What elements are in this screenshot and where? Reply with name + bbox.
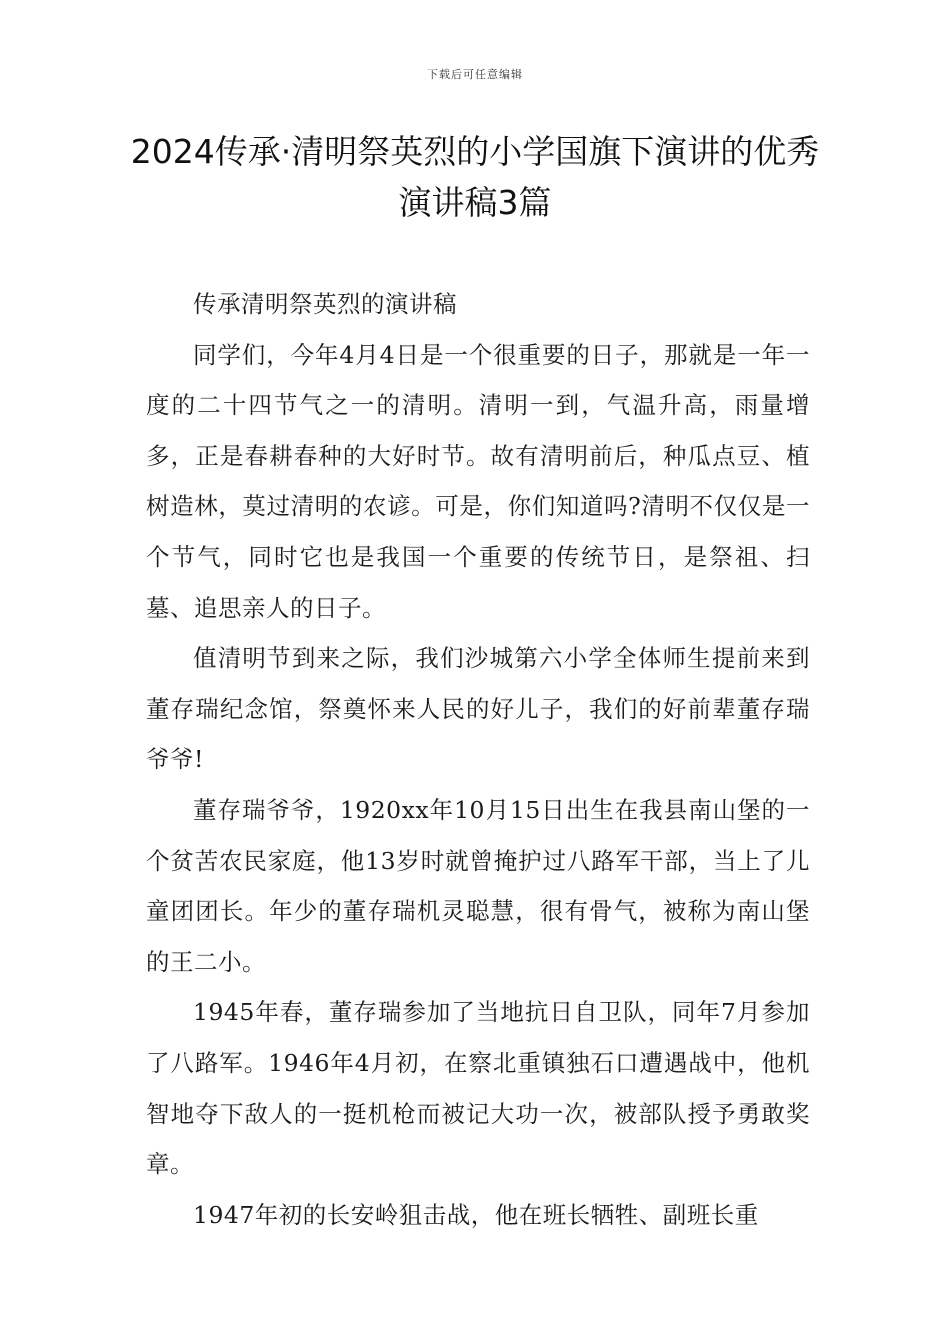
- paragraph-subtitle: 传承清明祭英烈的演讲稿: [193, 290, 457, 318]
- paragraph: 1945年春，董存瑞参加了当地抗日自卫队，同年7月参加了八路军。1946年4月初，在察北重镇独石口遭遇战中，他机智地夺下敌人的一挺机枪而被记大功一次，被部队授予勇敢奖章。: [146, 998, 810, 1179]
- paragraph: 值清明节到来之际，我们沙城第六小学全体师生提前来到董存瑞纪念馆，祭奠怀来人民的好儿子，我们的好前辈董存瑞爷爷!: [146, 644, 810, 774]
- document-title: 2024传承·清明祭英烈的小学国旗下演讲的优秀演讲稿3篇: [130, 132, 820, 222]
- header-note: 下载后可任意编辑: [427, 68, 523, 81]
- document-body: [146, 279, 810, 1240]
- paragraph: 1947年初的长安岭狙击战，他在班长牺牲、副班长重: [193, 1200, 759, 1229]
- paragraph: 同学们，今年4月4日是一个很重要的日子，那就是一年一度的二十四节气之一的清明。清明一到，气温升高，雨量增多，正是春耕春种的大好时节。故有清明前后，种瓜点豆、植树造林，莫过清明的农谚。可是，你们知道吗?清明不仅仅是一个节气，同时它也是我国一个重要的传统节日，是祭祖、扫墓、追思亲人的日子。: [146, 340, 810, 622]
- paragraph: 董存瑞爷爷，1920xx年10月15日出生在我县南山堡的一个贫苦农民家庭，他13岁时就曾掩护过八路军干部，当上了儿童团团长。年少的董存瑞机灵聪慧，很有骨气，被称为南山堡的王二小。: [146, 795, 810, 976]
